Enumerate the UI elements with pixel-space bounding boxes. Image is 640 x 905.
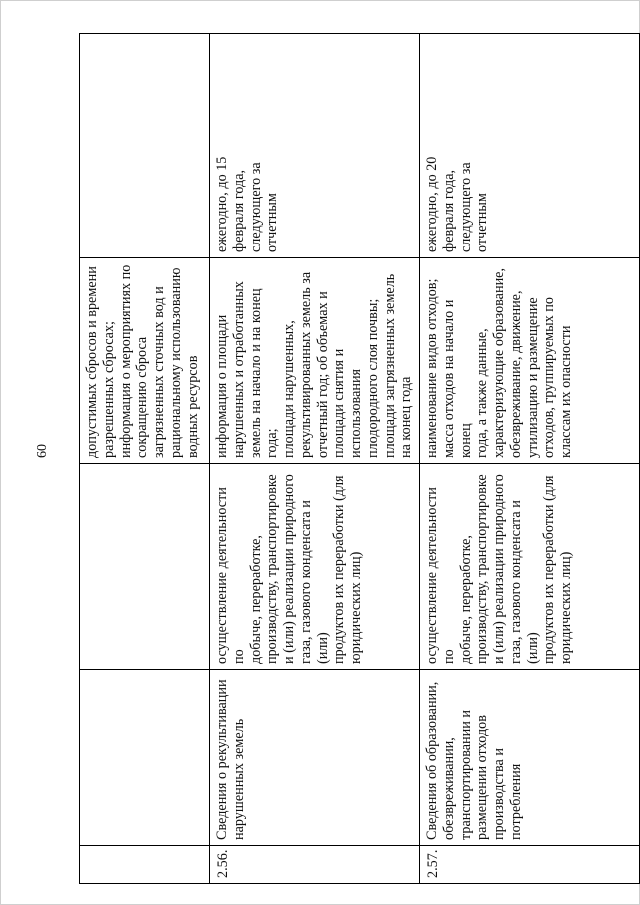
page-number: 60 [35,444,50,458]
cell-activity [80,464,210,670]
cell-content: допустимых сбросов и времени разрешенных сбросах; информация о мероприятиях по сокращению сброса загрязненных сточных вод и рациональному использованию водных ресурсов [80,258,210,464]
cell-deadline: ежегодно, до 20 февраля года, следующего за отчетным [420,34,640,258]
cell-number: 2.56. [210,846,420,884]
cell-name: Сведения о рекультивации нарушенных земель [210,670,420,846]
table-row [210,34,420,884]
cell-activity: осуществление деятельности по добыче, переработке, производству, транспортировке и (или) реализации природного газа, газового конденсата и (или) продуктов их переработки (для юридических лиц) [210,464,420,670]
landscape-sheet [79,34,637,884]
cell-deadline [80,34,210,258]
cell-name [80,670,210,846]
table-rotation-frame [79,34,637,884]
cell-content: информация о площади нарушенных и отработанных земель на начало и на конец года; площади нарушенных, рекультивированных земель за отчетный год; об объемах и площади снятия и использования плодородного слоя почвы; площади загрязненных земель на конец года [210,258,420,464]
cell-name: Сведения об образовании, обезвреживании, транспортировании и размещении отходов производства и потребления [420,670,640,846]
cell-activity: осуществление деятельности по добыче, переработке, производству, транспортировке и (или) реализации природного газа, газового конденсата и (или) продуктов их переработки (для юридических лиц) [420,464,640,670]
cell-number [80,846,210,884]
cell-content: наименование видов отходов; масса отходов на начало и конец года, а также данные, характеризующие образование, обезвреживание, движение, утилизацию и размещение отходов, группируемых по классам их опасности [420,258,640,464]
cell-number: 2.57. [420,846,640,884]
data-table [79,33,640,884]
table-row [420,34,640,884]
cell-deadline: ежегодно, до 15 февраля года, следующего за отчетным [210,34,420,258]
table-row [80,34,210,884]
